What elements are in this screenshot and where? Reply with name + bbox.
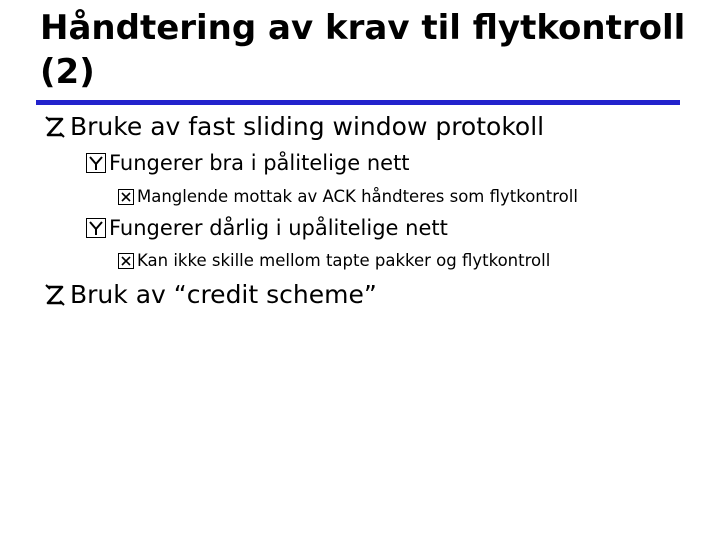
bullet-text: Kan ikke skille mellom tapte pakker og flytkontroll (137, 251, 551, 270)
bullet-text: Fungerer dårlig i upålitelige nett (109, 216, 448, 240)
z-bullet-icon (44, 115, 66, 139)
slide-title: Håndtering av krav til flytkontroll (2) (40, 8, 686, 92)
bullet-item-level2 (86, 151, 410, 175)
bullet-text: Bruk av “credit scheme” (70, 280, 377, 309)
x-bullet-icon (118, 189, 134, 205)
bullet-text: Fungerer bra i pålitelige nett (109, 151, 410, 175)
bullet-text: Manglende mottak av ACK håndteres som flytkontroll (137, 187, 578, 206)
y-bullet-icon (86, 218, 106, 238)
bullet-item-level2 (86, 216, 448, 240)
z-bullet-icon (44, 283, 66, 307)
bullet-item-level1 (44, 112, 544, 141)
bullet-item-level1 (44, 280, 377, 309)
y-bullet-icon (86, 153, 106, 173)
x-bullet-icon (118, 253, 134, 269)
title-divider (36, 100, 680, 105)
bullet-item-level3 (118, 251, 550, 270)
bullet-item-level3 (118, 187, 578, 206)
bullet-text: Bruke av fast sliding window protokoll (70, 112, 545, 141)
